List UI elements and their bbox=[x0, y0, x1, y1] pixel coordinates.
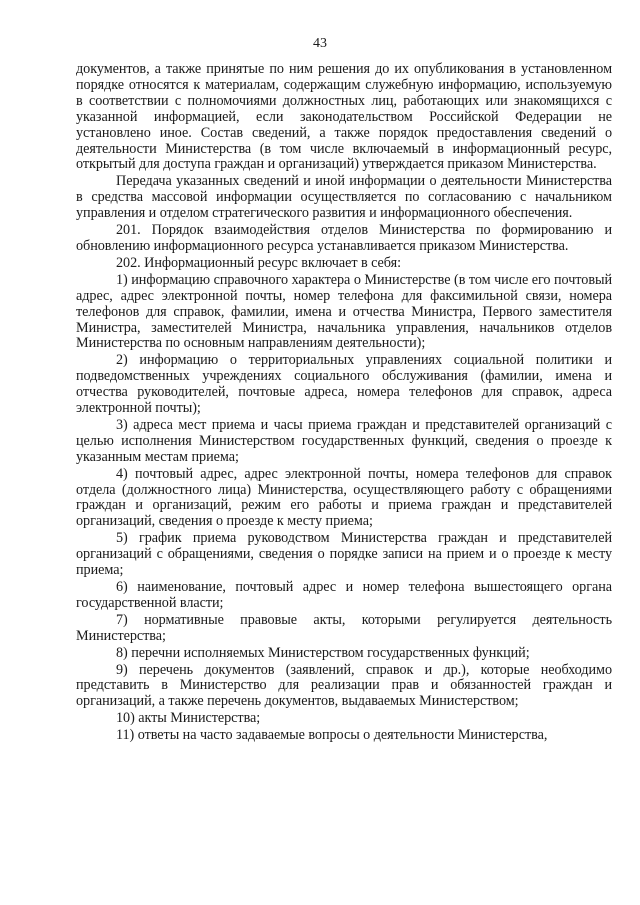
list-item-11: 11) ответы на часто задаваемые вопросы о деятельности Министерства, bbox=[116, 727, 548, 744]
list-item-1: 1) информацию справочного характера о Министерстве (в том числе его почтовый адрес, адрес электронной почты, номер телефона для факсимильной связи, номера телефонов для справок, фамилии, имена и отчества Министра, Первого заместителя Министра, заместителей Министра, начальника управления, начальников отделов Министерства по основным направлениям деятельности); bbox=[76, 271, 612, 352]
list-item-10: 10) акты Министерства; bbox=[116, 710, 261, 727]
list-item-5: 5) график приема руководством Министерства граждан и представителей организаций с обращениями, сведения о порядке записи на прием и о проезде к месту приема; bbox=[76, 530, 612, 579]
list-item-4: 4) почтовый адрес, адрес электронной почты, номера телефонов для справок отдела (должностного лица) Министерства, осуществляющего работу с обращениями граждан и организаций, режим его работы и приема граждан и представителей организаций, сведения о проезде к месту приема; bbox=[76, 465, 612, 530]
list-item-6: 6) наименование, почтовый адрес и номер телефона вышестоящего органа государственной власти; bbox=[76, 579, 612, 611]
list-item-9: 9) перечень документов (заявлений, справок и др.), которые необходимо представить в Министерство для реализации прав и обязанностей граждан и организаций, а также перечень документов, выдаваемых Министерством; bbox=[76, 661, 612, 710]
list-item-3: 3) адреса мест приема и часы приема граждан и представителей организаций с целью исполнения Министерством государственных функций, сведения о проезде к указанным местам приема; bbox=[76, 416, 612, 465]
list-item-8: 8) перечни исполняемых Министерством государственных функций; bbox=[116, 644, 530, 661]
list-item-7: 7) нормативные правовые акты, которыми регулируется деятельность Министерства; bbox=[76, 611, 612, 644]
page-number: 43 bbox=[313, 36, 327, 51]
paragraph-202: 202. Информационный ресурс включает в себя: bbox=[116, 254, 401, 271]
paragraph-media-transfer: Передача указанных сведений и иной информации о деятельности Министерства в средства массовой информации осуществляется по согласованию с начальником управления и отделом стратегического развития и информационного обеспечения. bbox=[76, 173, 612, 222]
paragraph-continuation: документов, а также принятые по ним решения до их опубликования в установленном порядке относятся к материалам, содержащим служебную информацию, используемую в соответствии с полномочиями должностных лиц, работающих или знакомящихся с указанной информацией, если законодательством Российской Федерации не установлено иное. Состав сведений, а также порядок предоставления сведений о деятельности Министерства (в том числе включаемый в информационный ресурс, открытый для доступа граждан и организаций) утверждается приказом Министерства. bbox=[76, 61, 612, 173]
paragraph-201: 201. Порядок взаимодействия отделов Министерства по формированию и обновлению информационного ресурса устанавливается приказом Министерства. bbox=[76, 222, 612, 254]
document-body bbox=[76, 62, 612, 744]
list-item-2: 2) информацию о территориальных управлениях социальной политики и подведомственных учреждениях социального обслуживания (фамилии, имена и отчества руководителей, почтовые адреса, номера телефонов для справок, адреса электронной почты); bbox=[76, 352, 612, 417]
